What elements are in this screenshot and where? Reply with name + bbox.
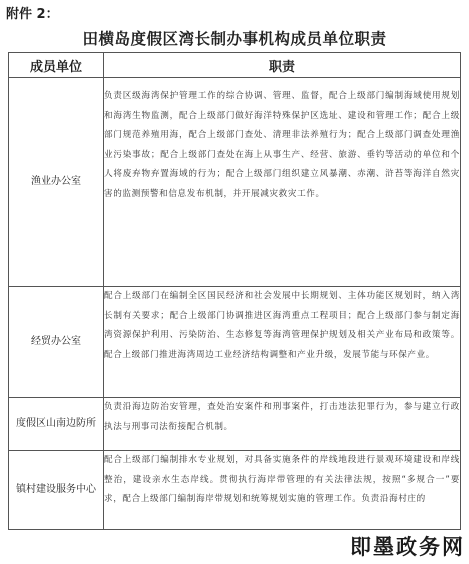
table-row xyxy=(9,398,461,451)
table-row xyxy=(9,451,461,530)
watermark-logo: 即墨政务网 xyxy=(350,535,465,559)
duty-cell: 配合上级部门编制排水专业规划，对具备实施条件的岸线地段进行景观环境建设和岸线整治，建设亲水生态岸线。贯彻执行海岸带管理的有关法律法规，按照“多规合一”要求，配合上级部门编制海岸带规划和统筹规划实施的管理工作。负责沿海村庄的 xyxy=(104,451,461,530)
duty-cell: 配合上级部门在编制全区国民经济和社会发展中长期规划、主体功能区规划时，纳入湾长制有关要求；配合上级部门协调推进区海湾重点工程项目；配合上级部门参与制定海湾资源保护利用、污染防治、生态修复等海湾管理保护规划及相关产业布局和政策等。配合上级部门推进海湾周边工业经济结构调整和产业升级，发展节能与环保产业。 xyxy=(104,287,461,398)
unit-cell: 渔业办公室 xyxy=(9,78,104,287)
table-header-row xyxy=(9,53,461,78)
duty-table xyxy=(8,52,461,530)
unit-cell: 镇村建设服务中心 xyxy=(9,451,104,530)
unit-cell: 度假区山南边防所 xyxy=(9,398,104,451)
table-row xyxy=(9,287,461,398)
attachment-label: 附件 2： xyxy=(6,7,59,22)
table-row xyxy=(9,78,461,287)
page-title: 田横岛度假区湾长制办事机构成员单位职责 xyxy=(82,30,387,48)
header-responsibility: 职责 xyxy=(104,53,461,78)
unit-cell: 经贸办公室 xyxy=(9,287,104,398)
duty-cell: 负责沿海边防治安管理，查处治安案件和刑事案件，打击违法犯罪行为，参与建立行政执法与刑事司法衔接配合机制。 xyxy=(104,398,461,451)
header-member-unit: 成员单位 xyxy=(9,53,104,78)
duty-cell: 负责区级海湾保护管理工作的综合协调、管理、监督，配合上级部门编制海域使用规划和海湾生物监测，配合上级部门做好海洋特殊保护区选址、建设和管理工作；配合上级部门规范养殖用海，配合上级部门查处、清理非法养殖行为；配合上级部门调查处理渔业污染事故；配合上级部门查处在海上从事生产、经营、旅游、垂钓等活动的单位和个人将废弃物弃置海域的行为；配合上级部门组织建立风暴潮、赤潮、浒苔等海洋自然灾害的监测预警和信息发布机制，并开展减灾救灾工作。 xyxy=(104,78,461,287)
